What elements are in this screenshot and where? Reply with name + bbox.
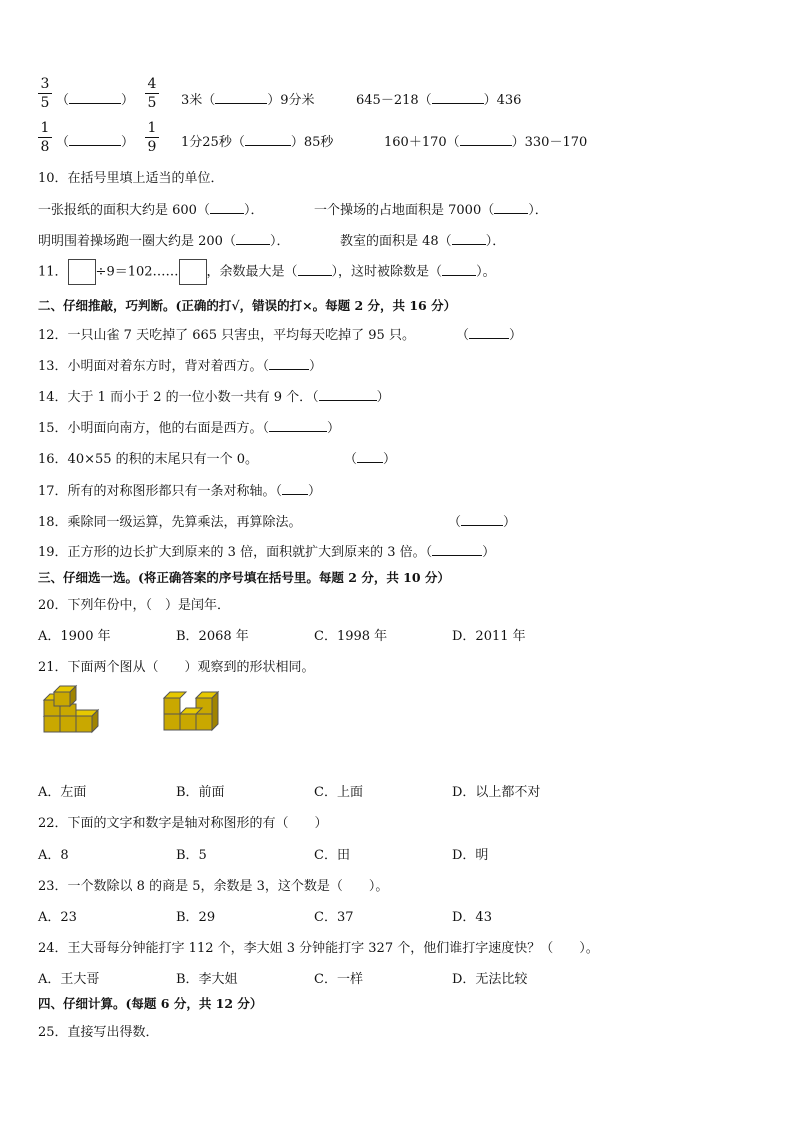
q16: 16．40×55 的积的末尾只有一个 0。: [38, 452, 259, 467]
q24-option-b[interactable]: B．李大姐: [176, 972, 238, 987]
cube-figure-2: [160, 686, 228, 734]
fraction-1-8: 1 8: [38, 120, 52, 155]
q18: 18．乘除同一级运算，先算乘法，再算除法。: [38, 515, 302, 530]
fraction-3-5: 3 5: [38, 76, 52, 111]
q19[interactable]: 19．正方形的边长扩大到原来的 3 倍，面积就扩大到原来的 3 倍。（ ）: [38, 545, 496, 560]
q25-stem: 25．直接写出得数．: [38, 1025, 159, 1040]
compare-meters[interactable]: 3米（ ）9分米: [181, 93, 315, 108]
q22-option-c[interactable]: C．田: [314, 848, 350, 863]
q17[interactable]: 17．所有的对称图形都只有一条对称轴。（ ）: [38, 484, 322, 499]
q20-option-c[interactable]: C．1998 年: [314, 629, 388, 644]
answer-blank[interactable]: （ ）: [56, 135, 135, 150]
q22-option-d[interactable]: D．明: [452, 848, 489, 863]
q24-option-d[interactable]: D．无法比较: [452, 972, 528, 987]
section-2-title: 二、仔细推敲，巧判断。(正确的打√，错误的打×。每题 2 分，共 16 分）: [38, 298, 457, 313]
q21-stem: 21．下面两个图从（ ）观察到的形状相同。: [38, 660, 315, 675]
q23-option-b[interactable]: B．29: [176, 910, 216, 925]
section-3-title: 三、仔细选一选。(将正确答案的序号填在括号里。每题 2 分，共 10 分）: [38, 570, 450, 585]
q20-stem: 20．下列年份中，（ ）是闰年．: [38, 598, 231, 613]
q13[interactable]: 13．小明面对着东方时，背对着西方。（ ）: [38, 359, 323, 374]
q24-stem: 24．王大哥每分钟能打字 112 个，李大姐 3 分钟能打字 327 个，他们谁打字速度快？（ ）。: [38, 941, 599, 956]
q23-option-d[interactable]: D．43: [452, 910, 492, 925]
q21-option-a[interactable]: A．左面: [38, 785, 87, 800]
answer-blank[interactable]: [442, 264, 476, 276]
q21-option-b[interactable]: B．前面: [176, 785, 225, 800]
answer-blank[interactable]: （ ）: [56, 93, 135, 108]
dividend-box[interactable]: [68, 259, 96, 285]
q24-option-a[interactable]: A．王大哥: [38, 972, 100, 987]
q22-option-a[interactable]: A．8: [38, 848, 69, 863]
remainder-box[interactable]: [179, 259, 207, 285]
fraction-1-9: 1 9: [145, 120, 159, 155]
section-4-title: 四、仔细计算。(每题 6 分，共 12 分）: [38, 996, 263, 1011]
q10-title: 10．在括号里填上适当的单位．: [38, 171, 224, 186]
cube-figure-1: [40, 684, 102, 736]
q10-classroom[interactable]: 教室的面积是 48（ ）．: [340, 234, 506, 249]
q21-option-c[interactable]: C．上面: [314, 785, 363, 800]
q14[interactable]: 14．大于 1 而小于 2 的一位小数一共有 9 个．（ ）: [38, 390, 390, 405]
q10-lap[interactable]: 明明围着操场跑一圈大约是 200（ ）．: [38, 234, 290, 249]
q15[interactable]: 15．小明面向南方，他的右面是西方。（ ）: [38, 421, 341, 436]
q12: 12．一只山雀 7 天吃掉了 665 只害虫，平均每天吃掉了 95 只。: [38, 328, 415, 343]
q21-option-d[interactable]: D．以上都不对: [452, 785, 541, 800]
q23-stem: 23．一个数除以 8 的商是 5，余数是 3，这个数是（ ）。: [38, 879, 389, 894]
q23-option-a[interactable]: A．23: [38, 910, 77, 925]
compare-subtraction[interactable]: 645－218（ ）436: [356, 93, 522, 108]
q20-option-b[interactable]: B．2068 年: [176, 629, 249, 644]
q10-newspaper[interactable]: 一张报纸的面积大约是 600（ ）．: [38, 203, 264, 218]
answer-blank[interactable]: [298, 264, 332, 276]
q22-option-b[interactable]: B．5: [176, 848, 207, 863]
q23-option-c[interactable]: C．37: [314, 910, 354, 925]
compare-addition[interactable]: 160＋170（ ）330－170: [384, 135, 588, 150]
q18-judge-blank[interactable]: （ ）: [448, 515, 517, 530]
q11: 11． ÷9＝102…… ，余数最大是（ ），这时被除数是（ ）。: [38, 259, 496, 285]
q20-option-a[interactable]: A．1900 年: [38, 629, 111, 644]
q16-judge-blank[interactable]: （ ）: [344, 452, 397, 467]
q22-stem: 22．下面的文字和数字是轴对称图形的有（ ）: [38, 816, 328, 831]
q12-judge-blank[interactable]: （ ）: [456, 328, 523, 343]
q20-option-d[interactable]: D．2011 年: [452, 629, 526, 644]
q24-option-c[interactable]: C．一样: [314, 972, 363, 987]
q10-playground[interactable]: 一个操场的占地面积是 7000（ ）．: [314, 203, 548, 218]
fraction-4-5: 4 5: [145, 76, 159, 111]
compare-seconds[interactable]: 1分25秒（ ）85秒: [181, 135, 334, 150]
